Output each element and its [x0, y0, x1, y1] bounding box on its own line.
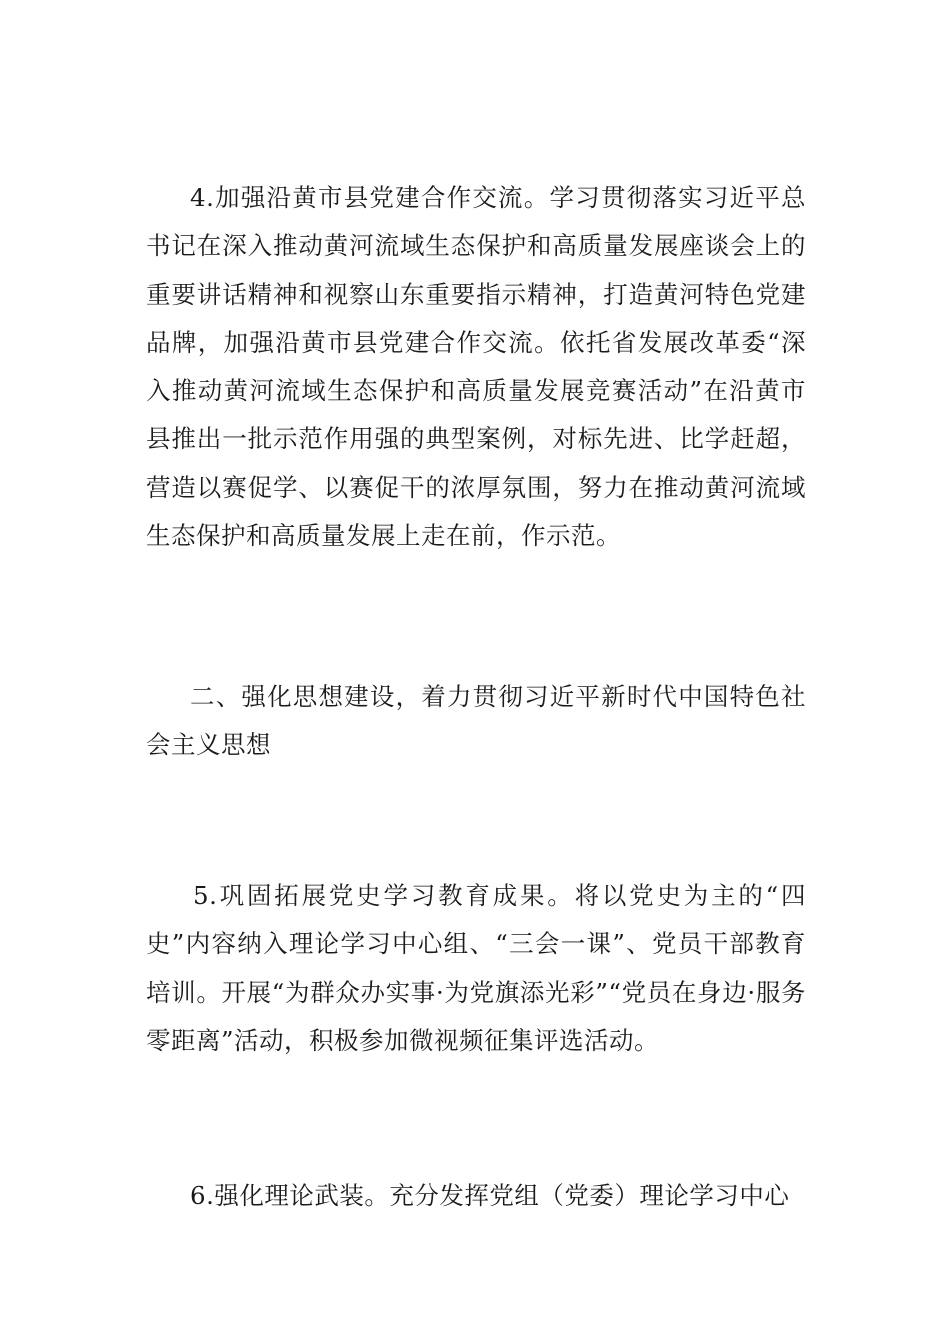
paragraph-item-5: 5.巩固拓展党史学习教育成果。将以党史为主的“四史”内容纳入理论学习中心组、“三会一课”、党员干部教育培训。开展“为群众办实事·为党旗添光彩”“党员在身边·服务零距离”活动，积极参加微视频征集评选活动。 — [146, 881, 806, 1055]
section-heading-2: 二、强化思想建设，着力贯彻习近平新时代中国特色社会主义思想 — [146, 682, 806, 760]
paragraph-item-4: 4.加强沿黄市县党建合作交流。学习贯彻落实习近平总书记在深入推动黄河流域生态保护和高质量发展座谈会上的重要讲话精神和视察山东重要指示精神，打造黄河特色党建品牌，加强沿黄市县党建合作交流。依托省发展改革委“深入推动黄河流域生态保护和高质量发展竞赛活动”在沿黄市县推出一批示范作用强的典型案例，对标先进、比学赶超，营造以赛促学、以赛促干的浓厚氛围，努力在推动黄河流域生态保护和高质量发展上走在前，作示范。 — [146, 183, 806, 551]
paragraph-item-6: 6.强化理论武装。充分发挥党组（党委）理论学习中心 — [190, 1181, 790, 1210]
